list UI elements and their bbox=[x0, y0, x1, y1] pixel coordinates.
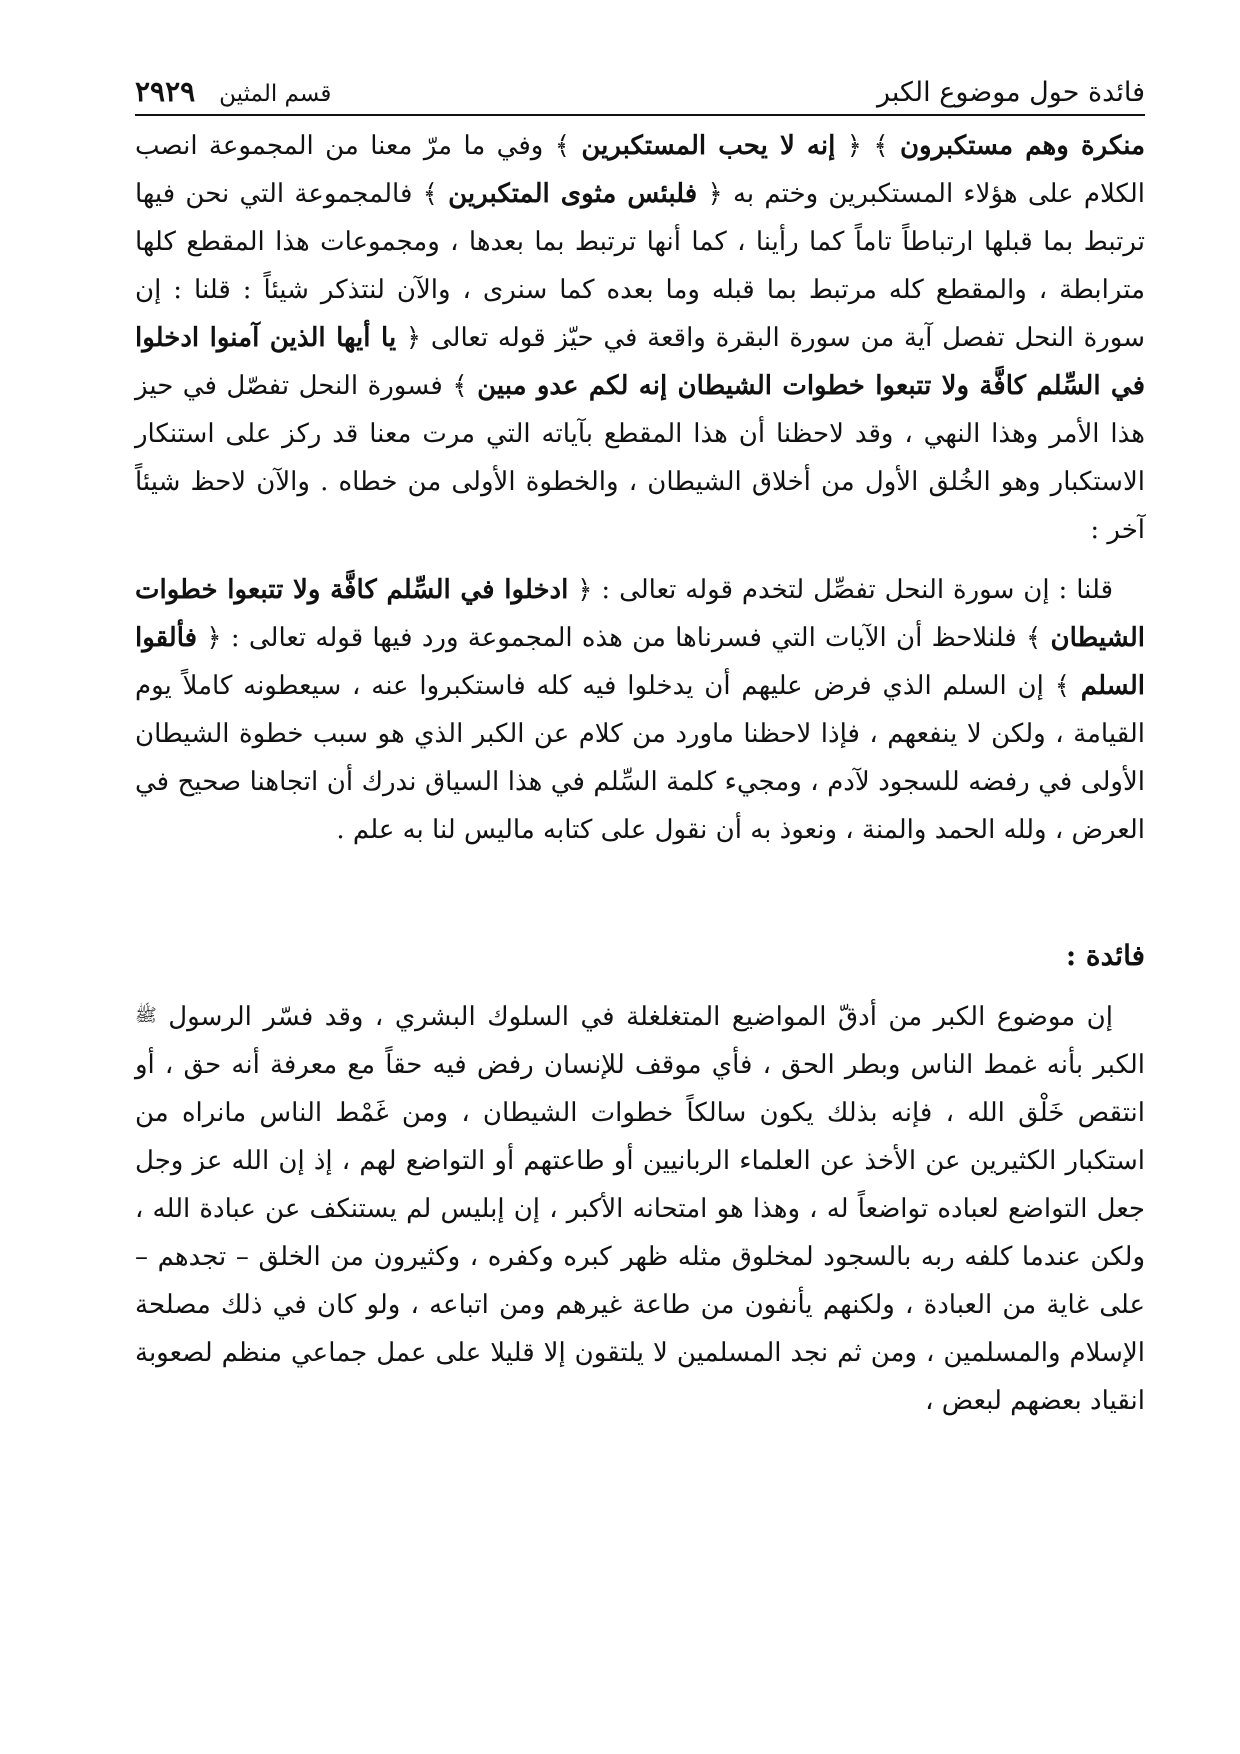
book-page bbox=[135, 70, 1145, 1425]
open-bracket: ﴿ bbox=[206, 623, 222, 653]
open-bracket: ﴿ bbox=[707, 179, 723, 209]
quran-quote: فألقوا السلم bbox=[135, 623, 1146, 701]
running-title: فائدة حول موضوع الكبر bbox=[876, 77, 1145, 108]
body-text: وفي ما مرّ معنا من المجموعة انصب الكلام على هؤلاء المستكبرين وختم به bbox=[135, 131, 1146, 209]
quran-quote: إنه لا يحب المستكبرين bbox=[581, 131, 836, 161]
running-head bbox=[135, 70, 1145, 114]
quran-quote: يا أيها الذين آمنوا ادخلوا في السِّلم كافَّة ولا تتبعوا خطوات الشيطان إنه لكم عدو مبين bbox=[135, 323, 1145, 401]
body-text: قلنا : إن سورة النحل تفصِّل لتخدم قوله تعالى : bbox=[601, 575, 1113, 605]
body-text: الكبر بأنه غمط الناس وبطر الحق ، فأي موقف للإنسان رفض فيه حقاً مع معرفة أنه حق ، أو انتقص خَلْق الله ، فإنه بذلك يكون سالكاً خطوات الشيطان ، ومن غَمْط الناس مانراه من استكبار الكثيرين عن الأخذ عن العلماء الربانيين أو طاعتهم أو التواضع لهم ، إذ إن الله عز وجل جعل التواضع لعباده تواضعاً له ، وهذا هو امتحانه الأكبر ، إن إبليس لم يستنكف عن عبادة الله ، ولكن عندما كلفه ربه بالسجود لمخلوق مثله ظهر كبره وكفره ، وكثيرون من الخلق – تجدهم – على غاية من العبادة ، ولكنهم يأنفون من طاعة غيرهم ومن اتباعه ، ولو كان في ذلك مصلحة الإسلام والمسلمين ، ومن ثم نجد المسلمين لا يلتقون إلا قليلا على عمل جماعي منظم لصعوبة انقياد بعضهم لبعض ، bbox=[135, 1050, 1145, 1416]
paragraph-2 bbox=[135, 566, 1145, 854]
open-bracket: ﴿ bbox=[577, 575, 593, 605]
close-bracket: ﴾ bbox=[873, 131, 889, 161]
open-bracket: ﴿ bbox=[405, 323, 422, 353]
close-bracket: ﴾ bbox=[1054, 671, 1070, 701]
open-bracket: ﴿ bbox=[846, 131, 862, 161]
section-title: فائدة : bbox=[1065, 939, 1145, 972]
body-text: إن موضوع الكبر من أدقّ المواضيع المتغلغلة في السلوك البشري ، وقد فسّر الرسول bbox=[168, 1002, 1114, 1032]
close-bracket: ﴾ bbox=[554, 131, 570, 161]
body-text: فلنلاحظ أن الآيات التي فسرناها من هذه المجموعة ورد فيها قوله تعالى : bbox=[230, 623, 1017, 653]
quran-quote: منكرة وهم مستكبرون bbox=[899, 131, 1146, 161]
quran-quote: ادخلوا في السِّلم كافَّة ولا تتبعوا خطوات الشيطان bbox=[135, 575, 1146, 653]
body-text: فسورة النحل تفصّل في حيز هذا الأمر وهذا النهي ، وقد لاحظنا أن هذا المقطع بآياته التي مرت معنا قد ركز على استنكار الاستكبار وهو الخُلق الأول من أخلاق الشيطان ، والخطوة الأولى من خطاه . والآن لاحظ شيئاً آخر : bbox=[135, 371, 1145, 545]
section-paragraph bbox=[135, 992, 1145, 1425]
head-left-group bbox=[135, 70, 331, 116]
quran-quote: فلبئس مثوى المتكبرين bbox=[448, 179, 698, 209]
body-text: فالمجموعة التي نحن فيها ترتبط بما قبلها ارتباطاً تاماً كما رأينا ، كما أنها ترتبط بما بعدها ، ومجموعات هذا المقطع كلها مترابطة ، والمقطع كله مرتبط بما قبله وما بعده كما سنرى ، والآن لنتذكر شيئاً : قلنا : إن سورة النحل تفصل آية من سورة البقرة واقعة في حيّز قوله تعالى bbox=[135, 179, 1146, 353]
close-bracket: ﴾ bbox=[422, 179, 438, 209]
salutation-glyph: ﷺ bbox=[135, 1005, 157, 1026]
paragraph-1 bbox=[135, 122, 1145, 554]
close-bracket: ﴾ bbox=[1026, 623, 1042, 653]
body-text: إن السلم الذي فرض عليهم أن يدخلوا فيه كله فاستكبروا عنه ، سيعطونه كاملاً يوم القيامة ، ولكن لا ينفعهم ، فإذا لاحظنا ماورد من كلام عن الكبر الذي هو سبب خطوة الشيطان الأولى في رفضه للسجود لآدم ، ومجيء كلمة السِّلم في هذا السياق ندرك أن اتجاهنا صحيح في العرض ، ولله الحمد والمنة ، ونعوذ به أن نقول على كتابه ماليس لنا به علم . bbox=[135, 671, 1145, 845]
part-name: قسم المثين bbox=[219, 81, 332, 107]
close-bracket: ﴾ bbox=[452, 371, 468, 401]
page-number: ٢٩٢٩ bbox=[135, 75, 196, 108]
